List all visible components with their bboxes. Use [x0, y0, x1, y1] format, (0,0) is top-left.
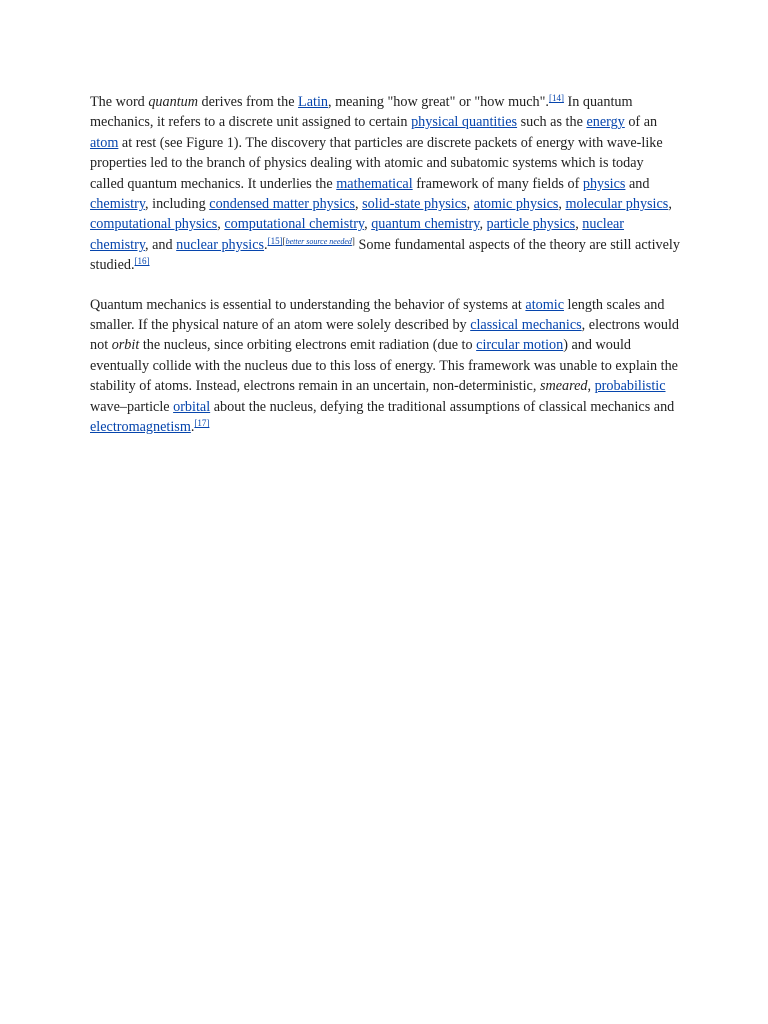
emphasis-smeared: smeared [539, 378, 588, 395]
citation-15[interactable] [268, 236, 283, 246]
text: Some fundamental aspects of the theory are still actively studied. [90, 236, 680, 274]
link-physical-quantities[interactable]: physical quantities [411, 114, 518, 131]
citation-link-17[interactable]: [17] [194, 418, 210, 429]
text: ) and would eventually collide with the nucleus due to this loss of energy. This framework was unable to explain the stability of atoms. Instead, electrons remain in an uncertain, non-deterministic, [90, 337, 678, 395]
link-molecular-physics[interactable]: molecular physics [565, 196, 669, 213]
text: , [587, 378, 595, 395]
citation-link-14[interactable]: [14] [548, 93, 564, 103]
link-particle-physics[interactable]: particle physics [486, 216, 576, 233]
paragraph-quantum-etymology [90, 92, 680, 276]
bracket-close: ] [351, 235, 355, 246]
link-solid-state-physics[interactable]: solid-state physics [362, 196, 467, 213]
emphasis-orbit: orbit [111, 337, 140, 354]
paragraph-quantum-essential [90, 295, 680, 438]
text: such as the [517, 114, 587, 131]
text: , including [145, 196, 210, 213]
link-latin[interactable]: Latin [298, 94, 328, 110]
text: the nucleus, since orbiting electrons emit radiation (due to [139, 337, 477, 354]
citation-17[interactable] [194, 418, 209, 428]
text: about the nucleus, defying the traditional assumptions of classical mechanics and [210, 398, 675, 415]
link-atom[interactable]: atom [90, 134, 119, 151]
text: In quantum mechanics, it refers to a discrete unit assigned to certain [90, 94, 633, 131]
article-body [90, 92, 680, 457]
text: derives from the [197, 94, 299, 110]
text: , [355, 196, 363, 213]
text: , electrons would not [90, 317, 679, 354]
text: , meaning "how great" or "how much". [328, 94, 549, 110]
link-circular-motion[interactable]: circular motion [476, 337, 564, 354]
link-orbital[interactable]: orbital [173, 398, 211, 415]
text: wave–particle [90, 398, 174, 415]
link-atomic-physics[interactable]: atomic physics [473, 196, 559, 213]
text: . [190, 419, 195, 436]
better-source-needed-tag [283, 236, 355, 246]
link-classical-mechanics[interactable]: classical mechanics [470, 317, 582, 334]
link-better-source-needed[interactable]: better source needed [285, 236, 352, 246]
text: framework of many fields of [412, 175, 583, 192]
text: at rest (see Figure 1). The discovery that particles are discrete packets of energy with wave-like properties led to the branch of physics dealing with atomic and subatomic systems which is today called quantum mechanics. It underlies the [90, 134, 663, 192]
link-physics[interactable]: physics [582, 175, 626, 192]
text: , [217, 216, 225, 233]
link-energy[interactable]: energy [586, 114, 625, 131]
link-quantum-chemistry[interactable]: quantum chemistry [371, 216, 480, 233]
link-mathematical[interactable]: mathematical [336, 175, 413, 192]
text: , [466, 196, 474, 213]
link-probabilistic[interactable]: probabilistic [594, 378, 666, 395]
text: , and [145, 236, 177, 253]
link-atomic[interactable]: atomic [525, 296, 564, 313]
text: and [625, 175, 650, 192]
text: . [264, 236, 268, 253]
text: , [575, 216, 583, 233]
text: Quantum mechanics is essential to understanding the behavior of systems at [90, 296, 526, 313]
text: The word [90, 94, 149, 110]
link-computational-physics[interactable]: computational physics [90, 216, 218, 233]
link-computational-chemistry[interactable]: computational chemistry [224, 216, 365, 233]
citation-16[interactable] [135, 256, 150, 266]
link-nuclear-physics[interactable]: nuclear physics [176, 236, 265, 253]
text: , [479, 216, 487, 233]
text: , [558, 196, 566, 213]
emphasis-quantum: quantum [148, 94, 198, 110]
text: length scales and smaller. If the physical nature of an atom were solely described by [90, 296, 665, 334]
text: , [668, 196, 672, 213]
bracket-open: [ [282, 235, 286, 246]
link-electromagnetism[interactable]: electromagnetism [90, 419, 191, 436]
citation-link-16[interactable]: [16] [134, 256, 150, 267]
link-nuclear-chemistry[interactable]: nuclear chemistry [90, 216, 625, 253]
citation-link-15[interactable]: [15] [267, 235, 283, 246]
text: of an [624, 114, 658, 131]
link-chemistry[interactable]: chemistry [90, 196, 146, 213]
text: , [364, 216, 372, 233]
citation-14[interactable] [549, 93, 564, 103]
link-condensed-matter-physics[interactable]: condensed matter physics [209, 196, 356, 213]
